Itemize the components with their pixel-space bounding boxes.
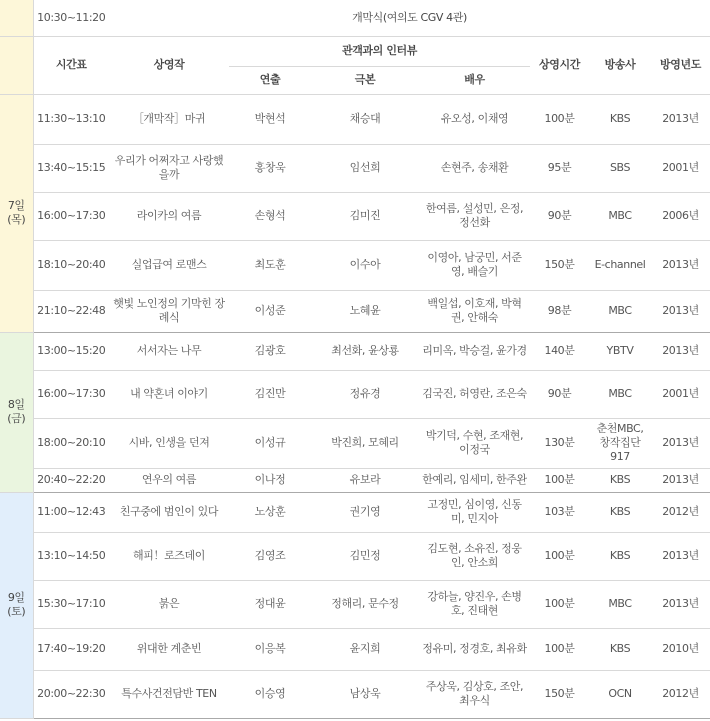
director: 정대윤 [229, 580, 311, 628]
screening-time: 13:00~15:20 [33, 332, 109, 370]
writer: 노혜윤 [311, 290, 419, 332]
film-title: 위대한 계춘빈 [109, 628, 229, 670]
actors: 리미옥, 박승걸, 윤가경 [419, 332, 530, 370]
screening-time: 13:40~15:15 [33, 144, 109, 192]
writer: 김민정 [311, 532, 419, 580]
film-title: 연우의 여름 [109, 468, 229, 492]
runtime: 100분 [530, 628, 589, 670]
header-row-1 [0, 36, 710, 66]
writer: 정해리, 문수정 [311, 580, 419, 628]
screening-row [0, 468, 710, 492]
runtime: 130분 [530, 418, 589, 468]
year: 2013년 [651, 332, 710, 370]
screening-row [0, 628, 710, 670]
film-title: 친구중에 범인이 있다 [109, 492, 229, 532]
day-label [0, 492, 33, 718]
actors: 강하늘, 양진우, 손병호, 진태현 [419, 580, 530, 628]
director: 이승영 [229, 670, 311, 718]
screening-row [0, 192, 710, 240]
screening-time: 16:00~17:30 [33, 192, 109, 240]
screening-row [0, 492, 710, 532]
network: KBS [589, 468, 651, 492]
director: 최도훈 [229, 240, 311, 290]
writer: 채승대 [311, 94, 419, 144]
day-date: 7일 [7, 199, 25, 212]
header-year: 방영년도 [651, 36, 710, 94]
director: 이성준 [229, 290, 311, 332]
film-title: 시바, 인생을 던져 [109, 418, 229, 468]
day-date: 8일 [7, 398, 25, 411]
director: 이응복 [229, 628, 311, 670]
opening-day-cell [0, 0, 33, 36]
screening-time: 18:10~20:40 [33, 240, 109, 290]
runtime: 140분 [530, 332, 589, 370]
day-label [0, 94, 33, 332]
screening-time: 21:10~22:48 [33, 290, 109, 332]
network: MBC [589, 290, 651, 332]
runtime: 100분 [530, 468, 589, 492]
screening-time: 16:00~17:30 [33, 370, 109, 418]
screening-row [0, 580, 710, 628]
writer: 최선화, 윤상룡 [311, 332, 419, 370]
network: OCN [589, 670, 651, 718]
header-time: 시간표 [33, 36, 109, 94]
screening-row [0, 418, 710, 468]
screening-row [0, 332, 710, 370]
actors: 김도현, 소유진, 정웅인, 안소희 [419, 532, 530, 580]
day-label [0, 332, 33, 492]
year: 2013년 [651, 580, 710, 628]
year: 2012년 [651, 670, 710, 718]
year: 2013년 [651, 418, 710, 468]
screening-row [0, 290, 710, 332]
opening-row [0, 0, 710, 36]
screening-row [0, 670, 710, 718]
runtime: 100분 [530, 532, 589, 580]
network: KBS [589, 94, 651, 144]
actors: 정유미, 정경호, 최유화 [419, 628, 530, 670]
network: MBC [589, 370, 651, 418]
actors: 김국진, 허영란, 조은숙 [419, 370, 530, 418]
director: 이나정 [229, 468, 311, 492]
director: 이성규 [229, 418, 311, 468]
header-actors: 배우 [419, 66, 530, 94]
header-runtime: 상영시간 [530, 36, 589, 94]
writer: 유보라 [311, 468, 419, 492]
header-day-cell [0, 36, 33, 94]
day-date: 9일 [7, 591, 25, 604]
film-title: 내 약혼녀 이야기 [109, 370, 229, 418]
day-weekday: (목) [7, 213, 26, 226]
writer: 임선희 [311, 144, 419, 192]
runtime: 90분 [530, 192, 589, 240]
runtime: 100분 [530, 94, 589, 144]
writer: 이수아 [311, 240, 419, 290]
runtime: 150분 [530, 240, 589, 290]
year: 2013년 [651, 290, 710, 332]
film-title: 서서자는 나무 [109, 332, 229, 370]
director: 김진만 [229, 370, 311, 418]
film-title: 햇빛 노인정의 기막힌 장례식 [109, 290, 229, 332]
director: 박현석 [229, 94, 311, 144]
writer: 박진희, 모혜리 [311, 418, 419, 468]
actors: 이영아, 남궁민, 서준영, 배슬기 [419, 240, 530, 290]
opening-time: 10:30~11:20 [33, 0, 109, 36]
year: 2013년 [651, 94, 710, 144]
screening-time: 13:10~14:50 [33, 532, 109, 580]
header-interview: 관객과의 인터뷰 [229, 36, 530, 66]
network: KBS [589, 532, 651, 580]
year: 2012년 [651, 492, 710, 532]
actors: 손현주, 송채환 [419, 144, 530, 192]
director: 홍창욱 [229, 144, 311, 192]
header-network: 방송사 [589, 36, 651, 94]
screening-row [0, 370, 710, 418]
director: 김영조 [229, 532, 311, 580]
network: SBS [589, 144, 651, 192]
screening-time: 18:00~20:10 [33, 418, 109, 468]
year: 2013년 [651, 240, 710, 290]
year: 2006년 [651, 192, 710, 240]
network: 춘천MBC, 창작집단917 [589, 418, 651, 468]
screening-row [0, 240, 710, 290]
film-title: 붉은 [109, 580, 229, 628]
film-title: 특수사건전담반 TEN [109, 670, 229, 718]
screening-row [0, 532, 710, 580]
runtime: 90분 [530, 370, 589, 418]
runtime: 103분 [530, 492, 589, 532]
screening-time: 20:00~22:30 [33, 670, 109, 718]
screening-time: 20:40~22:20 [33, 468, 109, 492]
screening-row [0, 94, 710, 144]
film-title: 해피！로즈데이 [109, 532, 229, 580]
year: 2013년 [651, 468, 710, 492]
writer: 정유경 [311, 370, 419, 418]
film-title: 실업급여 로맨스 [109, 240, 229, 290]
director: 노상훈 [229, 492, 311, 532]
actors: 유오성, 이채영 [419, 94, 530, 144]
header-film: 상영작 [109, 36, 229, 94]
director: 손형석 [229, 192, 311, 240]
actors: 백일섭, 이호재, 박혁권, 안해숙 [419, 290, 530, 332]
writer: 권기영 [311, 492, 419, 532]
day-weekday: (금) [7, 412, 26, 425]
year: 2013년 [651, 532, 710, 580]
actors: 한예리, 임세미, 한주완 [419, 468, 530, 492]
day-weekday: (토) [7, 605, 26, 618]
film-title: 우리가 어쩌자고 사랑했을까 [109, 144, 229, 192]
network: KBS [589, 492, 651, 532]
year: 2001년 [651, 370, 710, 418]
network: KBS [589, 628, 651, 670]
header-director: 연출 [229, 66, 311, 94]
director: 김광호 [229, 332, 311, 370]
writer: 윤지희 [311, 628, 419, 670]
film-title: ［개막작］마귀 [109, 94, 229, 144]
screening-row [0, 144, 710, 192]
opening-title: 개막식(여의도 CGV 4관) [109, 0, 710, 36]
screening-time: 17:40~19:20 [33, 628, 109, 670]
network: MBC [589, 580, 651, 628]
screening-time: 15:30~17:10 [33, 580, 109, 628]
actors: 박기덕, 수현, 조재현, 이정국 [419, 418, 530, 468]
runtime: 150분 [530, 670, 589, 718]
writer: 남상욱 [311, 670, 419, 718]
network: E-channel [589, 240, 651, 290]
screening-time: 11:00~12:43 [33, 492, 109, 532]
year: 2010년 [651, 628, 710, 670]
film-title: 라이카의 여름 [109, 192, 229, 240]
actors: 고정민, 심이영, 신동미, 민지아 [419, 492, 530, 532]
actors: 한여름, 설성민, 은정, 정선화 [419, 192, 530, 240]
runtime: 95분 [530, 144, 589, 192]
network: YBTV [589, 332, 651, 370]
year: 2001년 [651, 144, 710, 192]
network: MBC [589, 192, 651, 240]
runtime: 98분 [530, 290, 589, 332]
header-writer: 극본 [311, 66, 419, 94]
runtime: 100분 [530, 580, 589, 628]
screening-time: 11:30~13:10 [33, 94, 109, 144]
writer: 김미진 [311, 192, 419, 240]
actors: 주상욱, 김상호, 조안, 최우식 [419, 670, 530, 718]
